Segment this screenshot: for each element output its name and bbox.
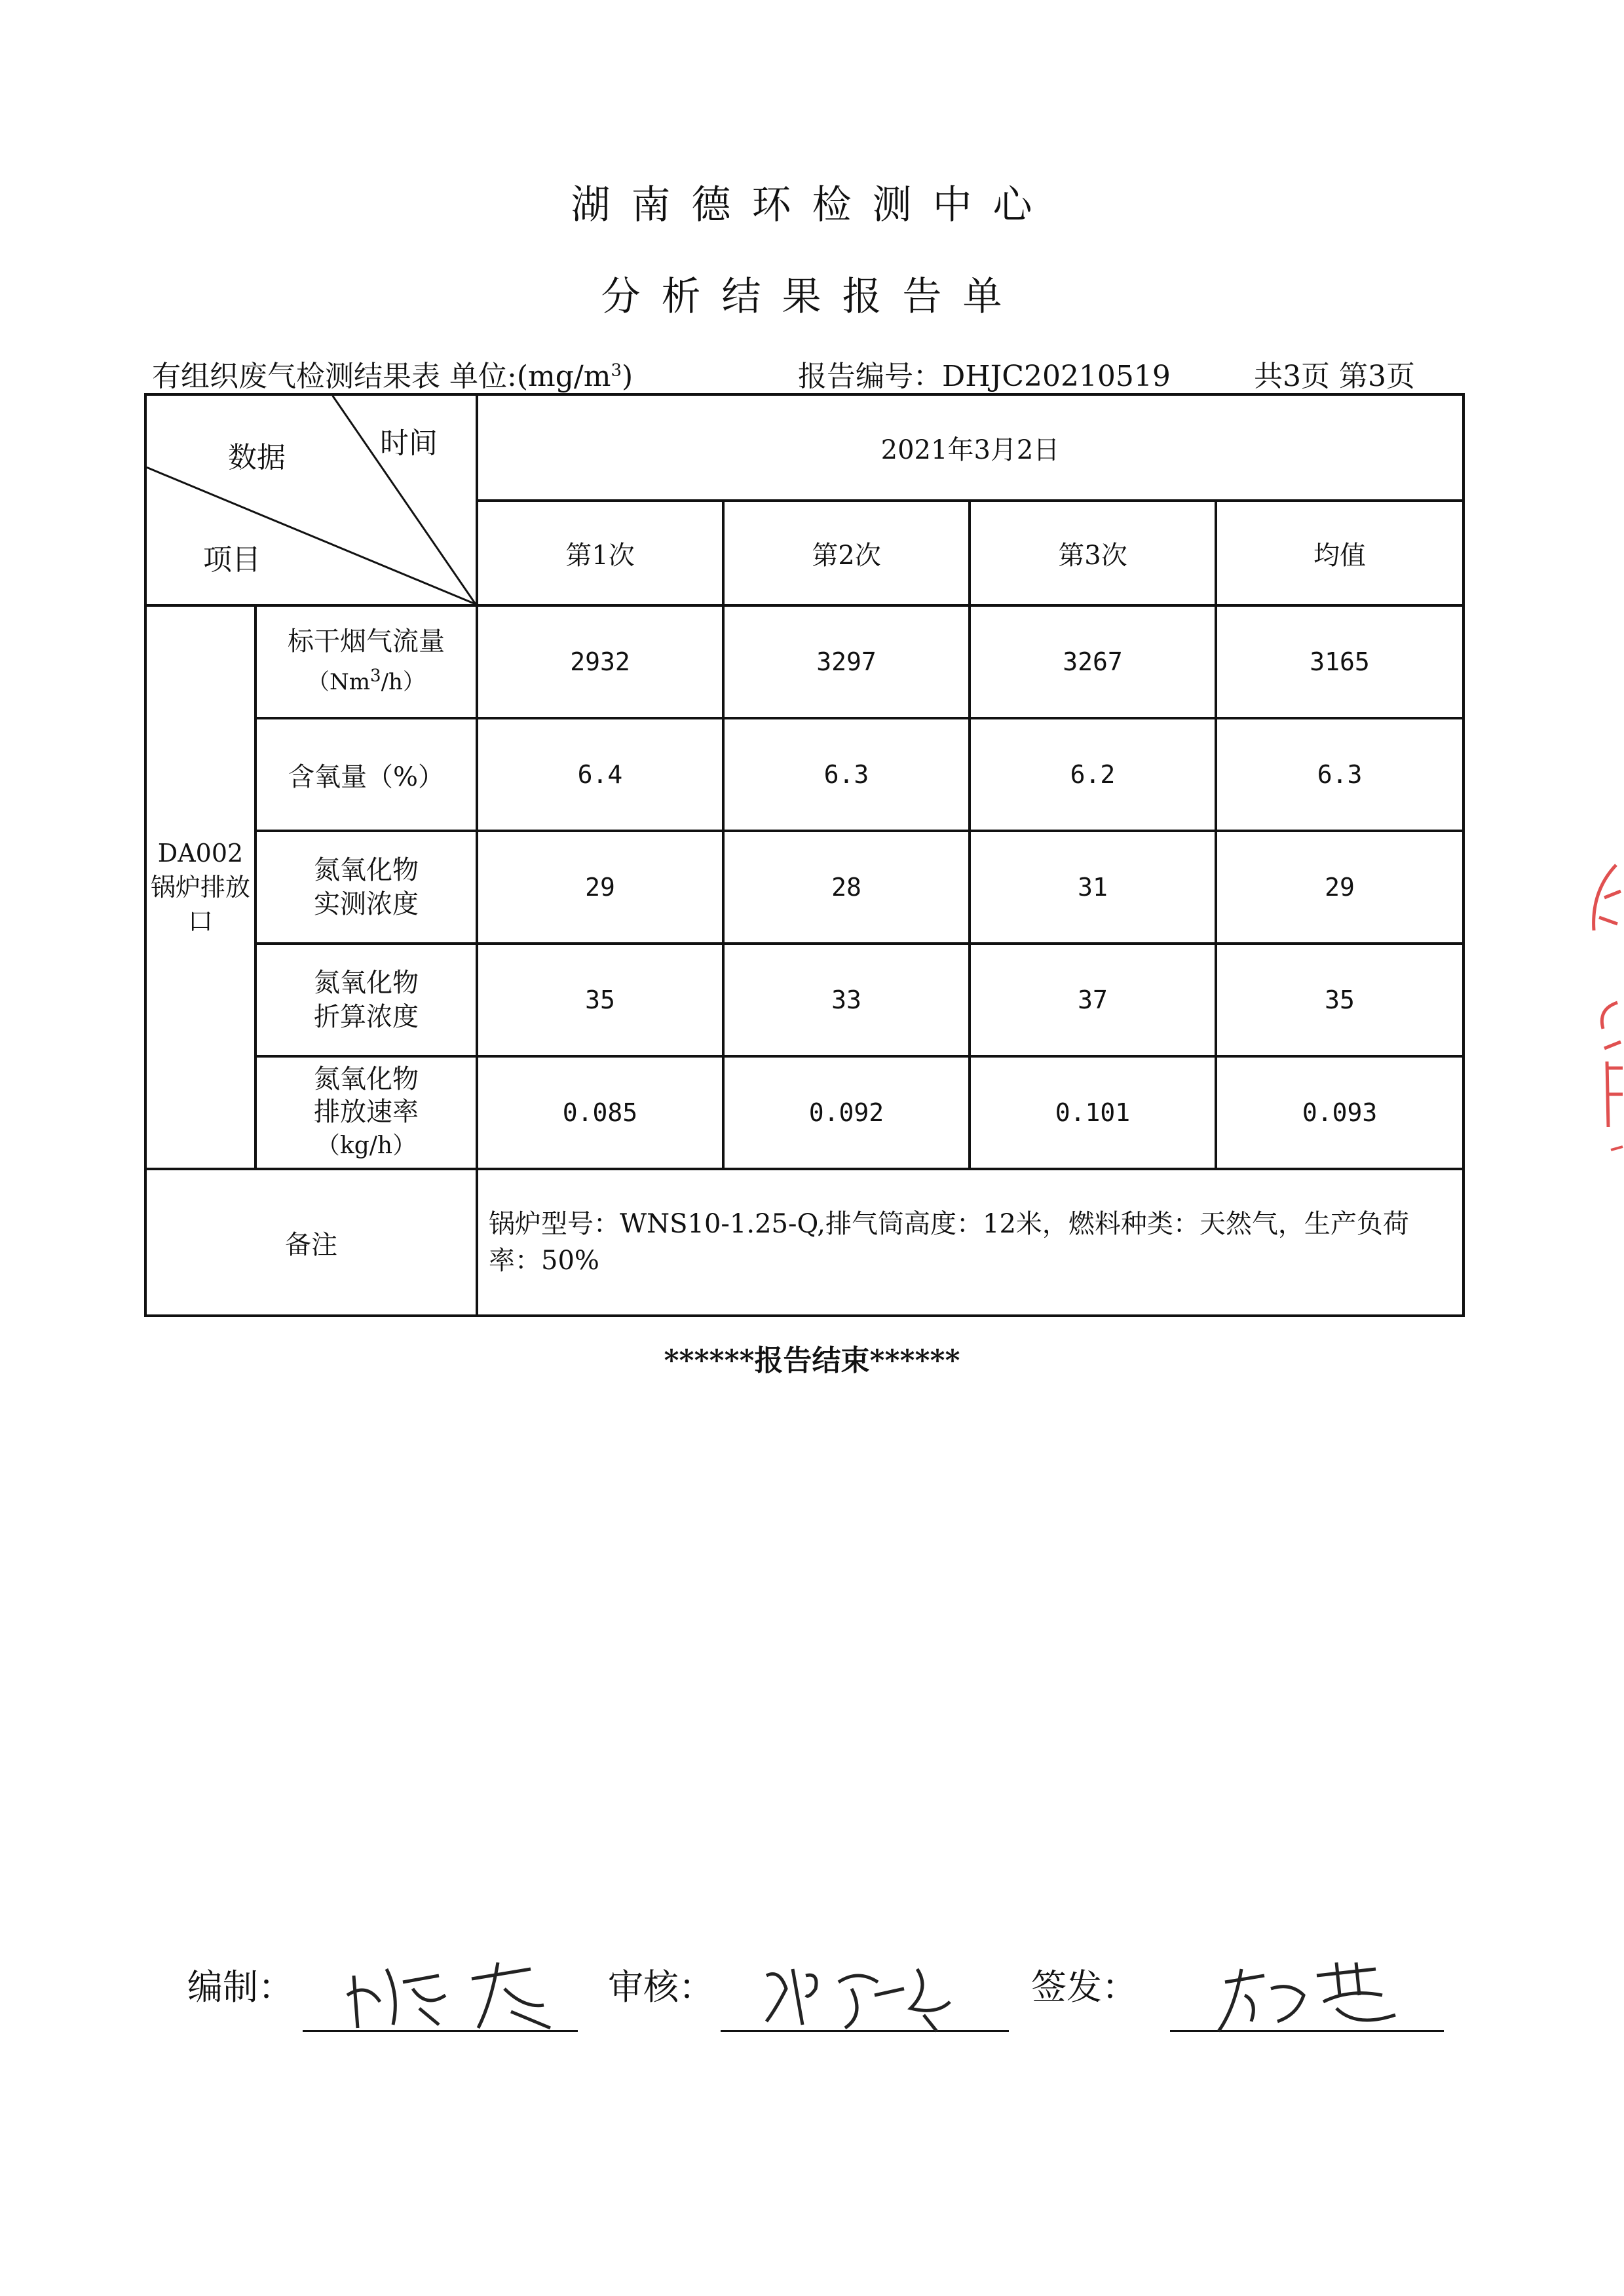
results-table [144, 393, 1465, 1317]
value-cell: 28 [723, 831, 970, 944]
value-cell: 31 [970, 831, 1216, 944]
column-header: 第3次 [970, 501, 1216, 605]
value-cell: 0.101 [970, 1056, 1216, 1169]
issued-by-label: 签发： [1031, 1966, 1137, 2008]
row-label: 含氧量（%） [255, 718, 477, 831]
corner-time-label: 时间 [380, 427, 438, 460]
row-label: 氮氧化物 折算浓度 [255, 944, 477, 1056]
value-cell: 0.085 [477, 1056, 723, 1169]
value-cell: 3165 [1216, 605, 1463, 718]
report-number: 报告编号：DHJC20210519 [798, 360, 1171, 393]
corner-header-cell [145, 394, 477, 605]
value-cell: 0.093 [1216, 1056, 1463, 1169]
compiled-by-label: 编制： [187, 1966, 293, 2008]
doc-title: 分析结果报告单 [601, 274, 1023, 320]
corner-data-label: 数据 [228, 441, 286, 474]
row-label: 标干烟气流量 （Nm$^3$/h） [255, 605, 477, 718]
corner-item-label: 项目 [203, 543, 261, 577]
value-cell: 6.3 [1216, 718, 1463, 831]
org-title: 湖南德环检测中心 [571, 182, 1053, 228]
reviewed-by-signature [753, 1949, 989, 2035]
value-cell: 3297 [723, 605, 970, 718]
value-cell: 0.092 [723, 1056, 970, 1169]
report-end-marker: ******报告结束****** [664, 1344, 960, 1377]
compiled-by-signature [341, 1949, 576, 2035]
row-label: 氮氧化物 实测浓度 [255, 831, 477, 944]
value-cell: 29 [477, 831, 723, 944]
row-label: 氮氧化物 排放速率 （kg/h） [255, 1056, 477, 1169]
source-cell: DA002锅炉排放口 [145, 605, 255, 1169]
value-cell: 2932 [477, 605, 723, 718]
value-cell: 35 [1216, 944, 1463, 1056]
page-count: 共3页 第3页 [1254, 360, 1415, 393]
table-name: 有组织废气检测结果表 [152, 360, 440, 393]
column-header: 第2次 [723, 501, 970, 605]
value-cell: 3267 [970, 605, 1216, 718]
issued-by-signature [1205, 1949, 1428, 2035]
partial-seal-stamp [1585, 852, 1624, 1166]
table-name-and-unit [152, 353, 633, 394]
value-cell: 37 [970, 944, 1216, 1056]
value-cell: 6.3 [723, 718, 970, 831]
column-header: 均值 [1216, 501, 1463, 605]
date-cell: 2021年3月2日 [477, 394, 1463, 501]
value-cell: 33 [723, 944, 970, 1056]
remark-label: 备注 [145, 1169, 477, 1316]
column-header: 第1次 [477, 501, 723, 605]
value-cell: 35 [477, 944, 723, 1056]
reviewed-by-label: 审核： [608, 1966, 714, 2008]
value-cell: 29 [1216, 831, 1463, 944]
value-cell: 6.2 [970, 718, 1216, 831]
remark-text: 锅炉型号：WNS10-1.25-Q,排气筒高度：12米，燃料种类：天然气，生产负荷率：50% [477, 1169, 1463, 1316]
value-cell: 6.4 [477, 718, 723, 831]
unit-label: 单位$:(mg/m^3)$ [449, 360, 633, 393]
